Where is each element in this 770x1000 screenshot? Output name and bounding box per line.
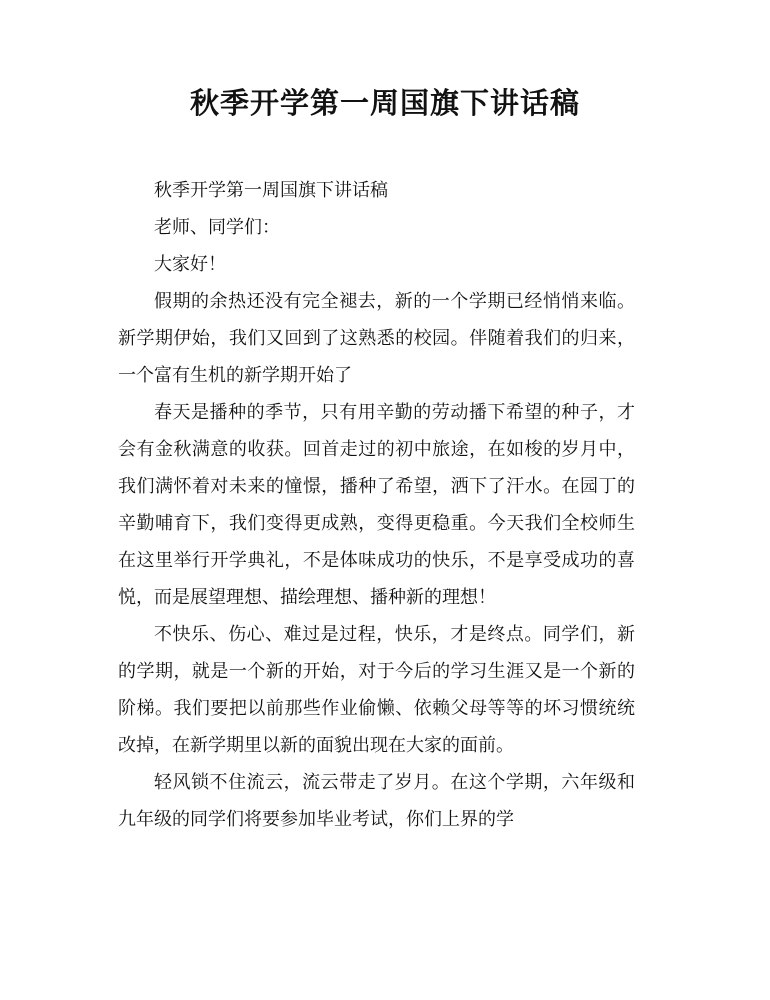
paragraph: 假期的余热还没有完全褪去，新的一个学期已经悄悄来临。新学期伊始，我们又回到了这熟悉的校园。伴随着我们的归来，一个富有生机的新学期开始了 xyxy=(118,291,635,386)
document-title: 秋季开学第一周国旗下讲话稿 xyxy=(189,86,580,120)
paragraph: 轻风锁不住流云，流云带走了岁月。在这个学期，六年级和九年级的同学们将要参加毕业考试，你们上界的学 xyxy=(118,772,635,830)
paragraph-greeting: 大家好！ xyxy=(154,254,226,275)
paragraph-subtitle: 秋季开学第一周国旗下讲话稿 xyxy=(154,180,388,201)
paragraph: 春天是播种的季节，只有用辛勤的劳动播下希望的种子，才会有金秋满意的收获。回首走过的初中旅途，在如梭的岁月中，我们满怀着对未来的憧憬，播种了希望，洒下了汗水。在园丁的辛勤哺育下，我们变得更成熟，变得更稳重。今天我们全校师生在这里举行开学典礼，不是体味成功的快乐，不是享受成功的喜悦，而是展望理想、描绘理想、播种新的理想！ xyxy=(118,402,635,608)
paragraph: 不快乐、伤心、难过是过程，快乐，才是终点。同学们，新的学期，就是一个新的开始，对于今后的学习生涯又是一个新的阶梯。我们要把以前那些作业偷懒、依赖父母等等的坏习惯统统改掉，在新学期里以新的面貌出现在大家的面前。 xyxy=(118,624,635,756)
paragraph-salutation: 老师、同学们： xyxy=(154,217,280,238)
document-body xyxy=(118,172,635,838)
